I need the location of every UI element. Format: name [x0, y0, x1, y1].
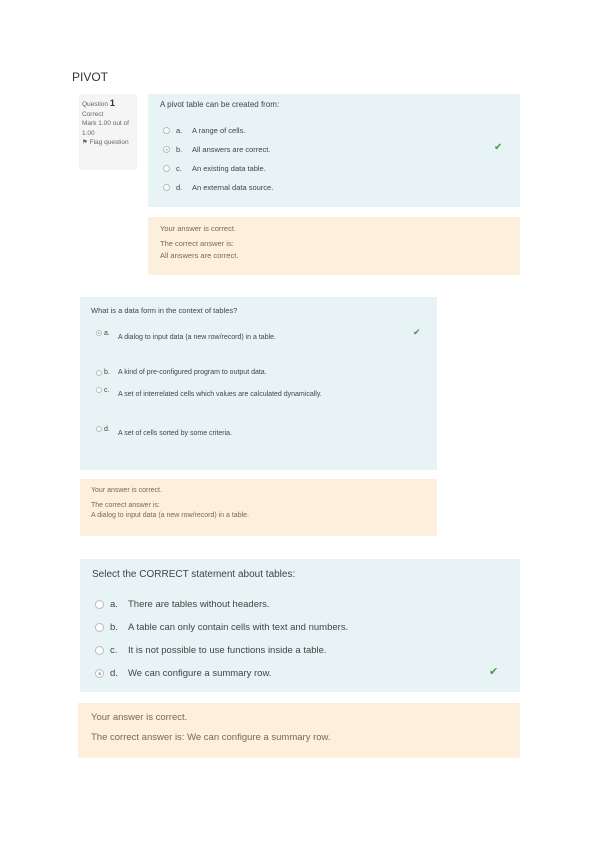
question-mark-value: 1.00	[82, 129, 95, 137]
q3-option-c-text: It is not possible to use functions inside a table.	[128, 645, 327, 656]
q3-option-a-radio[interactable]	[95, 600, 104, 609]
q2-option-d[interactable]	[96, 426, 232, 437]
q1-option-b[interactable]	[163, 145, 270, 154]
q3-option-a-text: There are tables without headers.	[128, 599, 270, 610]
q3-option-b-radio[interactable]	[95, 623, 104, 632]
q2-option-b-letter: b.	[104, 369, 110, 376]
check-icon: ✔	[494, 142, 503, 153]
q3-option-c[interactable]	[95, 645, 327, 656]
q2-option-d-text: A set of cells sorted by some criteria.	[118, 430, 232, 437]
q1-option-c[interactable]	[163, 164, 266, 173]
q3-option-b-text: A table can only contain cells with text and numbers.	[128, 622, 349, 633]
feedback-correct-answer: A dialog to input data (a new row/record) in a table.	[91, 512, 249, 519]
q2-option-b-text: A kind of pre-configured program to output data.	[118, 369, 267, 376]
question-info-box	[79, 94, 137, 170]
q3-option-d-letter: d.	[110, 668, 118, 679]
q1-option-d-letter: d.	[176, 183, 183, 192]
feedback-correct-answer: All answers are correct.	[160, 251, 239, 260]
question-1-feedback	[148, 217, 520, 275]
q1-option-d[interactable]	[163, 183, 273, 192]
q3-option-c-letter: c.	[110, 645, 118, 656]
check-icon: ✔	[489, 666, 499, 678]
q2-option-c-text: A set of interrelated cells which values are calculated dynamically.	[118, 391, 322, 398]
q3-option-c-radio[interactable]	[95, 646, 104, 655]
q2-option-a-text: A dialog to input data (a new row/record) in a table.	[118, 334, 276, 341]
q3-option-b-letter: b.	[110, 622, 118, 633]
question-number: 1	[109, 98, 115, 108]
q2-option-c[interactable]	[96, 387, 322, 398]
question-1-text: A pivot table can be created from:	[160, 100, 280, 109]
q1-option-a-letter: a.	[176, 126, 183, 135]
question-2-feedback	[80, 479, 437, 536]
q2-option-a[interactable]	[96, 330, 276, 341]
q2-option-b-radio[interactable]	[96, 370, 102, 376]
q3-option-d-text: We can configure a summary row.	[128, 668, 272, 679]
question-number-line	[82, 97, 137, 110]
q2-option-a-letter: a.	[104, 330, 110, 337]
feedback-result: Your answer is correct.	[91, 487, 162, 494]
q2-option-a-radio[interactable]	[96, 330, 102, 336]
page-title: PIVOT	[72, 70, 109, 84]
q1-option-c-text: An existing data table.	[192, 164, 266, 173]
q2-option-c-radio[interactable]	[96, 387, 102, 393]
question-2-text: What is a data form in the context of tables?	[91, 306, 238, 315]
q3-option-b[interactable]	[95, 622, 348, 633]
q3-option-a-letter: a.	[110, 599, 118, 610]
q3-option-a[interactable]	[95, 599, 270, 610]
q2-option-b[interactable]	[96, 369, 267, 376]
question-status: Correct	[82, 111, 104, 119]
q3-option-d[interactable]	[95, 668, 271, 679]
feedback-correct-answer-label: The correct answer is:	[160, 239, 234, 248]
q1-option-d-text: An external data source.	[192, 183, 274, 192]
q3-option-d-radio[interactable]	[95, 669, 104, 678]
q1-option-c-letter: c.	[176, 164, 182, 173]
feedback-correct-answer-label: The correct answer is:	[91, 501, 160, 509]
feedback-result: Your answer is correct.	[91, 712, 188, 723]
question-3-text: Select the CORRECT statement about tables:	[92, 569, 296, 580]
flag-question-link[interactable]	[82, 138, 137, 147]
q1-option-a-text: A range of cells.	[192, 126, 246, 135]
q1-option-d-radio[interactable]	[163, 184, 170, 191]
q2-option-d-letter: d.	[104, 426, 110, 433]
q1-option-c-radio[interactable]	[163, 165, 170, 172]
question-2-panel	[80, 297, 437, 470]
q2-option-c-letter: c.	[104, 387, 110, 394]
question-word: Question	[82, 101, 109, 108]
feedback-correct-answer: The correct answer is: We can configure a summary row.	[91, 732, 331, 743]
question-3-feedback	[78, 703, 520, 758]
q1-option-b-letter: b.	[176, 145, 183, 154]
q1-option-b-text: All answers are correct.	[192, 145, 271, 154]
q1-option-a[interactable]	[163, 126, 245, 135]
q2-option-d-radio[interactable]	[96, 426, 102, 432]
feedback-result: Your answer is correct.	[160, 224, 237, 233]
question-mark: Mark 1.00 out of	[82, 120, 129, 128]
check-icon: ✔	[413, 327, 421, 337]
q1-option-b-radio[interactable]	[163, 146, 170, 153]
flag-icon: ⚑	[82, 139, 88, 147]
flag-question-label: Flag question	[89, 139, 129, 147]
q1-option-a-radio[interactable]	[163, 127, 170, 134]
